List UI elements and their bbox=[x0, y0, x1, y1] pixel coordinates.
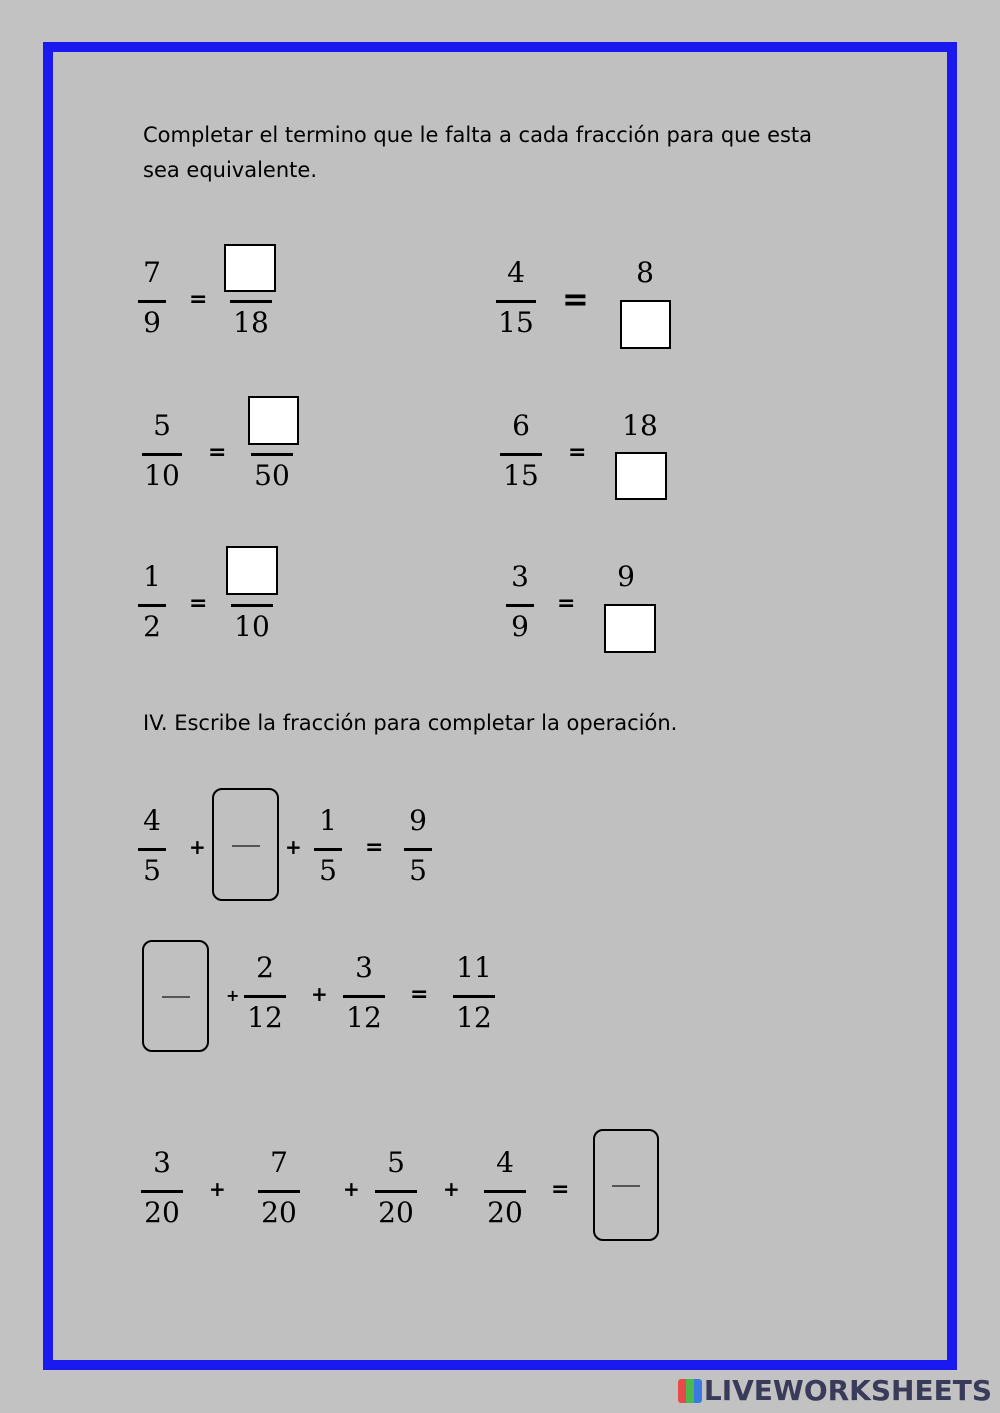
fraction-bar bbox=[138, 604, 166, 607]
numerator: 8 bbox=[636, 256, 654, 289]
plus-sign: + bbox=[189, 835, 206, 859]
numerator: 4 bbox=[496, 1146, 514, 1179]
denominator: 10 bbox=[234, 610, 270, 643]
denominator: 10 bbox=[144, 459, 180, 492]
fraction-bar bbox=[162, 996, 190, 998]
fraction-bar bbox=[231, 604, 273, 607]
equals-sign: = bbox=[551, 1177, 570, 1202]
numerator: 4 bbox=[143, 804, 161, 837]
denominator: 9 bbox=[511, 610, 529, 643]
plus-sign: + bbox=[209, 1177, 226, 1201]
denominator-input[interactable] bbox=[615, 452, 667, 500]
equals-sign: = bbox=[189, 287, 208, 312]
numerator: 3 bbox=[511, 560, 529, 593]
plus-sign: + bbox=[443, 1177, 460, 1201]
fraction-bar bbox=[404, 848, 432, 851]
equals-sign: = bbox=[557, 591, 576, 616]
numerator: 3 bbox=[355, 951, 373, 984]
fraction-bar bbox=[258, 1190, 300, 1193]
denominator: 2 bbox=[143, 610, 161, 643]
numerator: 6 bbox=[512, 409, 530, 442]
numerator: 1 bbox=[319, 804, 337, 837]
numerator: 1 bbox=[143, 560, 161, 593]
denominator: 20 bbox=[487, 1196, 523, 1229]
instructions-line-1: Completar el termino que le falta a cada fracción para que esta bbox=[143, 123, 813, 147]
equals-sign: = bbox=[208, 440, 227, 465]
fraction-bar bbox=[138, 300, 166, 303]
fraction-bar bbox=[484, 1190, 526, 1193]
fraction-bar bbox=[500, 453, 542, 456]
numerator: 7 bbox=[143, 256, 161, 289]
numerator: 18 bbox=[622, 409, 658, 442]
equals-sign: = bbox=[189, 591, 208, 616]
denominator: 12 bbox=[346, 1001, 382, 1034]
plus-sign: + bbox=[285, 835, 302, 859]
numerator: 4 bbox=[507, 256, 525, 289]
numerator-input[interactable] bbox=[226, 546, 278, 595]
equals-sign: = bbox=[568, 440, 587, 465]
denominator: 15 bbox=[498, 306, 534, 339]
denominator: 5 bbox=[319, 854, 337, 887]
numerator: 7 bbox=[270, 1146, 288, 1179]
fraction-bar bbox=[343, 995, 385, 998]
fraction-bar bbox=[230, 300, 272, 303]
numerator: 11 bbox=[456, 951, 492, 984]
denominator: 18 bbox=[233, 306, 269, 339]
denominator-input[interactable] bbox=[604, 604, 656, 653]
equals-sign: = bbox=[365, 835, 384, 860]
denominator: 20 bbox=[378, 1196, 414, 1229]
numerator: 3 bbox=[153, 1146, 171, 1179]
denominator: 5 bbox=[143, 854, 161, 887]
numerator: 2 bbox=[256, 951, 274, 984]
fraction-bar bbox=[244, 995, 286, 998]
fraction-bar bbox=[453, 995, 495, 998]
denominator: 5 bbox=[409, 854, 427, 887]
fraction-answer-box[interactable] bbox=[593, 1129, 659, 1241]
plus-sign: + bbox=[311, 982, 328, 1006]
fraction-answer-box[interactable] bbox=[212, 788, 279, 901]
fraction-bar bbox=[496, 300, 536, 303]
denominator: 15 bbox=[503, 459, 539, 492]
fraction-bar bbox=[612, 1185, 640, 1187]
fraction-bar bbox=[138, 848, 166, 851]
logo-text: LIVEWORKSHEETS bbox=[703, 1374, 992, 1407]
numerator: 5 bbox=[153, 409, 171, 442]
liveworksheets-logo bbox=[678, 1374, 992, 1407]
denominator: 50 bbox=[254, 459, 290, 492]
fraction-bar bbox=[251, 453, 293, 456]
equals-sign: = bbox=[410, 982, 429, 1007]
fraction-answer-box[interactable] bbox=[142, 940, 209, 1052]
fraction-bar bbox=[314, 848, 342, 851]
denominator: 12 bbox=[456, 1001, 492, 1034]
denominator: 20 bbox=[261, 1196, 297, 1229]
liveworksheets-icon bbox=[678, 1379, 702, 1403]
fraction-bar bbox=[375, 1190, 417, 1193]
denominator-input[interactable] bbox=[620, 300, 671, 349]
plus-sign: + bbox=[226, 986, 240, 1005]
instructions-line-2: sea equivalente. bbox=[143, 158, 317, 182]
numerator-input[interactable] bbox=[248, 396, 299, 445]
fraction-bar bbox=[506, 604, 534, 607]
numerator-input[interactable] bbox=[224, 244, 276, 292]
plus-sign: + bbox=[343, 1177, 360, 1201]
denominator: 20 bbox=[144, 1196, 180, 1229]
section-iv-title: IV. Escribe la fracción para completar la operación. bbox=[143, 711, 678, 735]
fraction-bar bbox=[232, 845, 260, 847]
fraction-bar bbox=[142, 453, 182, 456]
numerator: 9 bbox=[617, 560, 635, 593]
equals-sign: = bbox=[562, 280, 589, 318]
numerator: 9 bbox=[409, 804, 427, 837]
numerator: 5 bbox=[387, 1146, 405, 1179]
denominator: 9 bbox=[143, 306, 161, 339]
denominator: 12 bbox=[247, 1001, 283, 1034]
fraction-bar bbox=[141, 1190, 183, 1193]
